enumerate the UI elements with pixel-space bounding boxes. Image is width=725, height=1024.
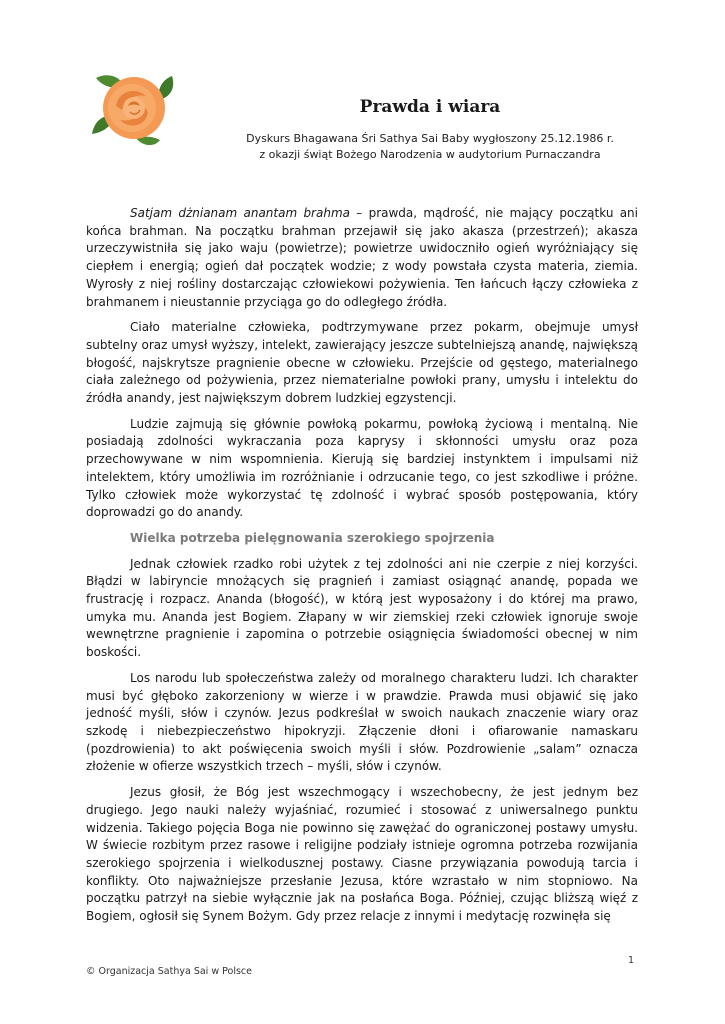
- subtitle-line-1: Dyskurs Bhagawana Śri Sathya Sai Baby wygłoszony 25.12.1986 r.: [246, 132, 614, 145]
- paragraph-2: Ciało materialne człowieka, podtrzymywane przez pokarm, obejmuje umysł subtelny oraz umysł wyższy, intelekt, zawierający jeszcze subtelniejszą anandę, największą błogość, najskrytsze pragnienie obecne w człowieku. Przejście od gęstego, materialnego ciała zależnego od pożywienia, przez niematerialne powłoki prany, umysłu i intelektu do źródła anandy, jest największym dobrem ludzkiej egzystencji.: [86, 320, 638, 406]
- paragraph-6: Jezus głosił, że Bóg jest wszechmogący i wszechobecny, że jest jednym bez drugiego. Jego nauki należy wyjaśniać, rozumieć i stosować z uniwersalnego punktu widzenia. Takiego pojęcia Boga nie powinno się zawężać do ograniczonej postawy umysłu. W świecie rozbitym przez rasowe i religijne podziały istnieje ogromna potrzeba rozwijania szerokiego spojrzenia i wielkodusznej postawy. Ciasne przywiązania powodują tarcia i konflikty. Oto najważniejsze przesłanie Jezusa, które wzrastało w nim stopniowo. Na początku patrzył na siebie wyłącznie jak na posłańca Boga. Później, czując bliższą więź z Bogiem, ogłosił się Synem Bożym. Gdy przez relacje z innymi i medytację rozwinęła się: [86, 785, 638, 924]
- paragraph-1-italic: Satjam dżnianam anantam brahma: [130, 206, 350, 220]
- document-title: Prawda i wiara: [359, 97, 501, 117]
- paragraph-5: Los narodu lub społeczeństwa zależy od moralnego charakteru ludzi. Ich charakter musi być głęboko zakorzeniony w wierze i w prawdzie. Prawda musi objawić się jako jedność myśli, słów i czynów. Jezus podkreślał w swoich naukach znaczenie wiary oraz szkodę i niebezpieczeństwo hipokryzji. Złączenie dłoni i ofiarowanie namaskaru (pozdrowienia) to akt poświęcenia swoich myśli i słów. Pozdrowienie „salam” oznacza złożenie w ofierze wszystkich trzech – myśli, słów i czynów.: [86, 670, 638, 774]
- paragraph-3: Ludzie zajmują się głównie powłoką pokarmu, powłoką życiową i mentalną. Nie posiadają zdolności wykraczania poza kaprysy i skłonności umysłu oraz poza przechowywane w nim wspomnienia. Kierują się bardziej instynktem i impulsami niż intelektem, który umożliwia im rozróżnianie i odrzucanie tego, co jest szkodliwe i próżne. Tylko człowiek może wykorzystać tę zdolność i wybrać sposób postępowania, który doprowadzi go do anandy.: [86, 416, 638, 520]
- document-subtitle: [220, 131, 640, 163]
- rose-image: [86, 68, 182, 148]
- paragraph-1: [86, 205, 638, 311]
- document-body: [86, 205, 638, 926]
- section-heading: Wielka potrzeba pielęgnowania szerokiego spojrzenia: [130, 530, 495, 545]
- paragraph-1-text: – prawda, mądrość, nie mający początku ani końca brahman. Na początku brahman przejawił się jako akasza (przestrzeń); akasza urzeczywistniła się jako waju (powietrze); powietrze uwidoczniło ogień wyróżniający się ciepłem i energią; ogień dał początek wodzie; z wody powstała czysta materia, ziemia. Wyrosły z niej rośliny dostarczając człowiekowi pożywienia. Ten łańcuch łączy człowieka z brahmanem i nieustannie przyciąga go do odległego źródła.: [86, 206, 638, 309]
- footer-copyright: © Organizacja Sathya Sai w Polsce: [86, 966, 252, 977]
- paragraph-4: Jednak człowiek rzadko robi użytek z tej zdolności ani nie czerpie z niej korzyści. Błądzi w labiryncie mnożących się pragnień i zamiast osiągnąć anandę, popada we frustrację i rozpacz. Ananda (błogość), w którą jest wyposażony i do której ma prawo, umyka mu. Ananda jest Bogiem. Złapany w wir ziemskiej rzeki człowiek ignoruje swoje wewnętrzne pragnienie i zapomina o potrzebie osiągnięcia świadomości obecnej w nim boskości.: [86, 556, 638, 660]
- subtitle-line-2: z okazji świąt Bożego Narodzenia w audytorium Purnaczandra: [259, 148, 601, 161]
- page-number: 1: [628, 955, 635, 966]
